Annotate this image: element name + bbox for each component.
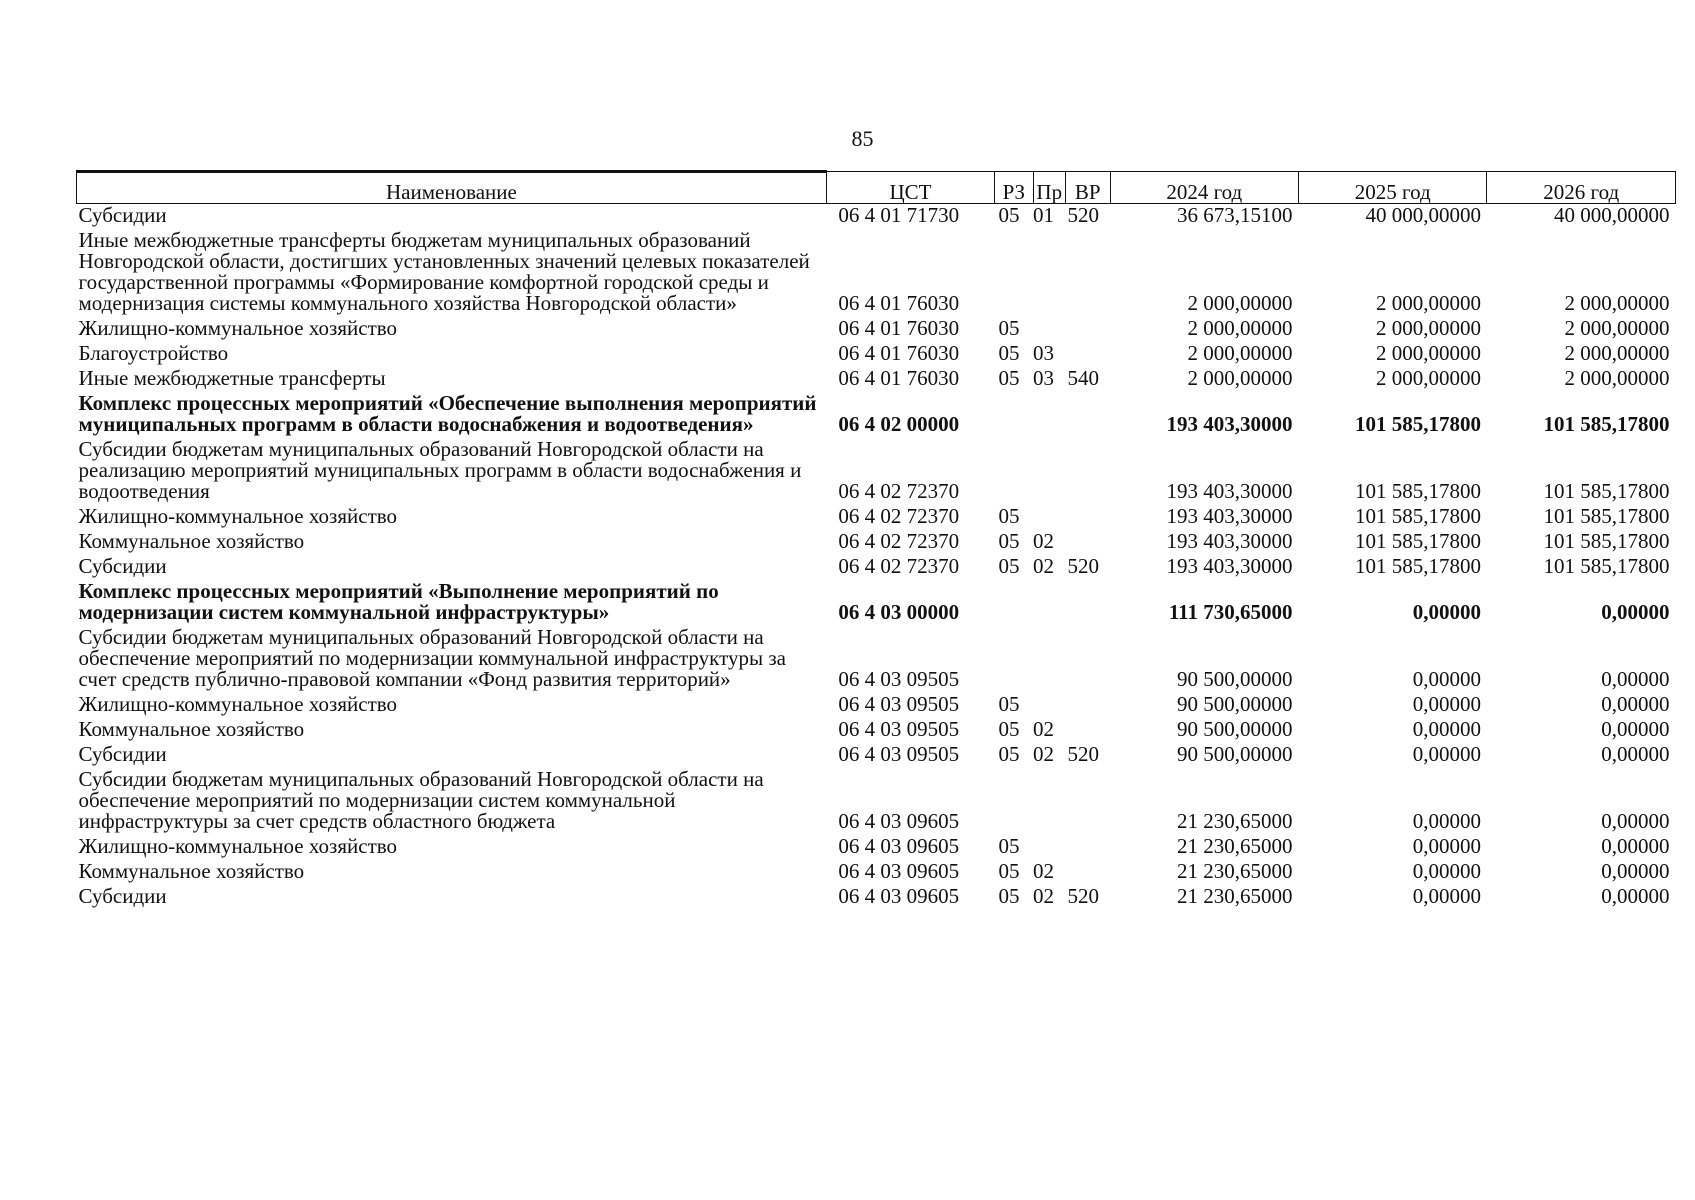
row-vr: 520 (1067, 554, 1099, 578)
table-row (77, 438, 1676, 505)
row-vr (1065, 768, 1110, 835)
row-pr: 02 (1033, 742, 1055, 766)
row-2026: 0,00000 (1601, 809, 1670, 833)
row-vr: 520 (1067, 203, 1099, 227)
row-2024: 193 403,30000 (1166, 529, 1293, 553)
row-rz: 05 (998, 203, 1020, 227)
row-2025: 2 000,00000 (1375, 366, 1481, 390)
row-pr (1033, 392, 1065, 438)
row-2025: 0,00000 (1412, 834, 1481, 858)
row-2025: 2 000,00000 (1375, 316, 1481, 340)
row-2026: 0,00000 (1601, 834, 1670, 858)
row-name: Жилищно-коммунальное хозяйство (78, 504, 398, 528)
row-2025: 0,00000 (1412, 809, 1481, 833)
row-rz (995, 768, 1034, 835)
page-number: 85 (851, 126, 874, 151)
table-row (77, 505, 1676, 530)
row-name: Жилищно-коммунальное хозяйство (78, 316, 398, 340)
row-vr (1065, 342, 1110, 367)
table-row (77, 768, 1676, 835)
row-pr (1033, 438, 1065, 505)
row-2024: 90 500,00000 (1177, 717, 1293, 741)
row-pr: 01 (1033, 203, 1055, 227)
row-name: Субсидии (78, 203, 167, 227)
row-2026: 2 000,00000 (1564, 316, 1670, 340)
header-pr: Пр (1033, 172, 1065, 204)
row-rz: 05 (998, 504, 1020, 528)
row-2025: 2 000,00000 (1375, 291, 1481, 315)
row-vr (1065, 626, 1110, 693)
row-2024: 90 500,00000 (1177, 742, 1293, 766)
row-cst: 06 4 01 76030 (838, 341, 960, 365)
row-name: Субсидии бюджетам муниципальных образований Новгородской области на обеспечение мероприятий по модернизации коммунальной инфраструктуры за счет средств публично-правовой компании «Фонд развития территорий» (78, 625, 786, 691)
row-name: Субсидии (78, 884, 167, 908)
row-cst: 06 4 03 09505 (838, 742, 960, 766)
row-rz: 05 (998, 366, 1020, 390)
row-cst: 06 4 03 09505 (838, 717, 960, 741)
row-pr: 02 (1033, 717, 1055, 741)
row-2024: 36 673,15100 (1177, 203, 1293, 227)
row-2026: 2 000,00000 (1564, 366, 1670, 390)
table-row (77, 530, 1676, 555)
row-2025: 2 000,00000 (1375, 341, 1481, 365)
row-rz: 05 (998, 742, 1020, 766)
row-pr: 03 (1033, 366, 1055, 390)
row-2024: 111 730,65000 (1168, 600, 1293, 624)
header-name: Наименование (77, 172, 827, 204)
row-2025: 0,00000 (1412, 742, 1481, 766)
row-2025: 101 585,17800 (1354, 412, 1481, 436)
row-vr (1065, 392, 1110, 438)
row-vr: 540 (1067, 366, 1099, 390)
header-2024: 2024 год (1110, 172, 1298, 204)
row-cst: 06 4 01 76030 (838, 316, 960, 340)
row-vr: 520 (1067, 742, 1099, 766)
row-pr (1033, 693, 1065, 718)
row-pr (1033, 580, 1065, 626)
row-vr (1065, 580, 1110, 626)
row-2026: 40 000,00000 (1554, 203, 1670, 227)
row-2025: 0,00000 (1412, 859, 1481, 883)
row-pr: 03 (1033, 341, 1055, 365)
row-2024: 90 500,00000 (1177, 667, 1293, 691)
row-2025: 101 585,17800 (1354, 504, 1481, 528)
row-2025: 40 000,00000 (1365, 203, 1481, 227)
table-row (77, 885, 1676, 910)
header-2026: 2026 год (1487, 172, 1676, 204)
row-name: Иные межбюджетные трансферты (78, 366, 386, 390)
row-rz: 05 (998, 884, 1020, 908)
row-vr (1065, 505, 1110, 530)
row-rz (995, 580, 1034, 626)
row-rz: 05 (998, 341, 1020, 365)
row-cst: 06 4 03 00000 (838, 600, 960, 624)
table-row (77, 342, 1676, 367)
row-cst: 06 4 03 09505 (838, 667, 960, 691)
table-header (77, 172, 1676, 204)
row-name: Жилищно-коммунальное хозяйство (78, 692, 398, 716)
table-row (77, 693, 1676, 718)
row-rz: 05 (998, 834, 1020, 858)
row-2026: 0,00000 (1601, 859, 1670, 883)
table-body (77, 204, 1676, 911)
row-name: Коммунальное хозяйство (78, 859, 305, 883)
row-vr (1065, 860, 1110, 885)
row-cst: 06 4 01 76030 (838, 291, 960, 315)
row-cst: 06 4 02 72370 (838, 479, 960, 503)
row-vr (1065, 693, 1110, 718)
row-pr: 02 (1033, 529, 1055, 553)
row-2024: 90 500,00000 (1177, 692, 1293, 716)
row-rz: 05 (998, 554, 1020, 578)
table-row (77, 392, 1676, 438)
row-2026: 101 585,17800 (1543, 412, 1670, 436)
header-rz: РЗ (995, 172, 1034, 204)
header-vr: ВР (1065, 172, 1110, 204)
row-cst: 06 4 02 72370 (838, 554, 960, 578)
row-cst: 06 4 03 09605 (838, 884, 960, 908)
row-pr (1033, 229, 1065, 317)
table-row (77, 718, 1676, 743)
table-row (77, 229, 1676, 317)
row-2024: 193 403,30000 (1166, 504, 1293, 528)
row-vr (1065, 835, 1110, 860)
row-2026: 2 000,00000 (1564, 341, 1670, 365)
row-2026: 0,00000 (1601, 667, 1670, 691)
header-2025: 2025 год (1299, 172, 1487, 204)
row-cst: 06 4 03 09505 (838, 692, 960, 716)
row-vr (1065, 229, 1110, 317)
row-2024: 21 230,65000 (1177, 859, 1293, 883)
table-row (77, 835, 1676, 860)
table-row (77, 860, 1676, 885)
row-rz: 05 (998, 859, 1020, 883)
row-rz (995, 438, 1034, 505)
row-2026: 0,00000 (1601, 742, 1670, 766)
row-2024: 2 000,00000 (1187, 366, 1293, 390)
row-cst: 06 4 02 72370 (838, 529, 960, 553)
row-pr (1033, 626, 1065, 693)
row-2025: 0,00000 (1412, 717, 1481, 741)
row-name: Субсидии бюджетам муниципальных образований Новгородской области на реализацию мероприятий муниципальных программ в области водоснабжения и водоотведения (78, 437, 802, 503)
row-pr (1033, 317, 1065, 342)
row-name: Жилищно-коммунальное хозяйство (78, 834, 398, 858)
row-rz: 05 (998, 692, 1020, 716)
row-2024: 21 230,65000 (1177, 884, 1293, 908)
row-2026: 101 585,17800 (1543, 479, 1670, 503)
row-2024: 21 230,65000 (1177, 834, 1293, 858)
row-2025: 101 585,17800 (1354, 554, 1481, 578)
row-pr: 02 (1033, 884, 1055, 908)
row-pr: 02 (1033, 554, 1055, 578)
row-2024: 193 403,30000 (1166, 554, 1293, 578)
budget-table (76, 170, 1676, 910)
row-rz: 05 (998, 316, 1020, 340)
row-rz (995, 626, 1034, 693)
row-pr (1033, 505, 1065, 530)
row-2024: 21 230,65000 (1177, 809, 1293, 833)
row-cst: 06 4 01 76030 (838, 366, 960, 390)
row-pr (1033, 835, 1065, 860)
row-name: Комплекс процессных мероприятий «Выполнение мероприятий по модернизации систем коммунальной инфраструктуры» (78, 579, 719, 624)
row-2025: 0,00000 (1412, 692, 1481, 716)
row-2026: 101 585,17800 (1543, 554, 1670, 578)
table-row (77, 555, 1676, 580)
row-2025: 101 585,17800 (1354, 529, 1481, 553)
row-vr (1065, 317, 1110, 342)
row-2025: 101 585,17800 (1354, 479, 1481, 503)
row-2025: 0,00000 (1412, 884, 1481, 908)
table-row (77, 626, 1676, 693)
row-2026: 101 585,17800 (1543, 504, 1670, 528)
row-name: Комплекс процессных мероприятий «Обеспечение выполнения мероприятий муниципальных программ в области водоснабжения и водоотведения» (78, 391, 817, 436)
row-rz: 05 (998, 717, 1020, 741)
header-cst: ЦСТ (826, 172, 994, 204)
row-rz (995, 392, 1034, 438)
row-cst: 06 4 03 09605 (838, 809, 960, 833)
table-row (77, 743, 1676, 768)
row-2024: 193 403,30000 (1166, 412, 1293, 436)
row-2026: 101 585,17800 (1543, 529, 1670, 553)
row-2026: 0,00000 (1601, 717, 1670, 741)
row-vr (1065, 438, 1110, 505)
row-rz: 05 (998, 529, 1020, 553)
row-vr (1065, 718, 1110, 743)
row-cst: 06 4 03 09605 (838, 859, 960, 883)
row-2024: 193 403,30000 (1166, 479, 1293, 503)
row-name: Благоустройство (78, 341, 229, 365)
row-2026: 0,00000 (1601, 884, 1670, 908)
row-vr: 520 (1067, 884, 1099, 908)
table-row (77, 367, 1676, 392)
row-name: Коммунальное хозяйство (78, 529, 305, 553)
row-vr (1065, 530, 1110, 555)
row-2024: 2 000,00000 (1187, 341, 1293, 365)
row-rz (995, 229, 1034, 317)
row-2026: 2 000,00000 (1564, 291, 1670, 315)
table-row (77, 317, 1676, 342)
row-name: Субсидии (78, 554, 167, 578)
row-cst: 06 4 02 00000 (838, 412, 960, 436)
table-row (77, 204, 1676, 230)
row-pr: 02 (1033, 859, 1055, 883)
row-name: Иные межбюджетные трансферты бюджетам муниципальных образований Новгородской области, достигших установленных значений целевых показателей государственной программы «Формирование комфортной городской среды и модернизация системы коммунального хозяйства Новгородской области» (78, 228, 810, 315)
row-2026: 0,00000 (1601, 600, 1670, 624)
row-2025: 0,00000 (1412, 667, 1481, 691)
row-name: Субсидии бюджетам муниципальных образований Новгородской области на обеспечение мероприятий по модернизации систем коммунальной инфраструктуры за счет средств областного бюджета (78, 767, 764, 833)
row-2024: 2 000,00000 (1187, 316, 1293, 340)
row-2026: 0,00000 (1601, 692, 1670, 716)
row-cst: 06 4 02 72370 (838, 504, 960, 528)
row-name: Коммунальное хозяйство (78, 717, 305, 741)
row-cst: 06 4 03 09605 (838, 834, 960, 858)
row-2025: 0,00000 (1412, 600, 1481, 624)
row-2024: 2 000,00000 (1187, 291, 1293, 315)
row-name: Субсидии (78, 742, 167, 766)
row-cst: 06 4 01 71730 (838, 203, 960, 227)
row-pr (1033, 768, 1065, 835)
table-row (77, 580, 1676, 626)
